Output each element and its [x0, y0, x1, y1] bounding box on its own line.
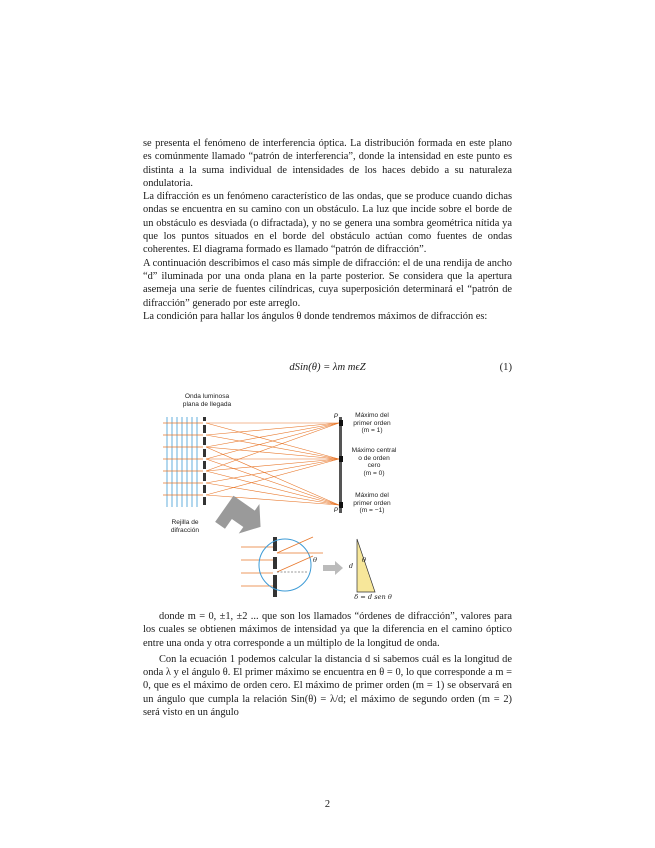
inset-incoming-rays — [241, 547, 273, 586]
body-text-top — [143, 137, 512, 323]
label-theta-triangle: θ — [362, 556, 366, 564]
paragraph-interference: se presenta el fenómeno de interferencia óptica. La distribución formada en este plano es comúnmente llamado “patrón de interferencia”, donde la intensidad en este punto es distinta a la suma individual de intensidades de los haces debido a su naturaleza ondulatoria. — [143, 138, 512, 189]
paragraph-condition: La condición para hallar los ángulos θ donde tendremos máximos de difracción es: — [143, 310, 488, 322]
label-path-difference: δ = d sen θ — [354, 593, 392, 601]
equation-1 — [143, 362, 512, 378]
inset-arrow — [323, 561, 343, 575]
diffracted-rays — [206, 423, 339, 505]
label-point-p-top: P — [333, 413, 339, 420]
body-text-bottom — [143, 610, 512, 719]
page-number: 2 — [324, 799, 331, 810]
inset-circle — [259, 539, 311, 591]
equation-body: dSin(θ) = λm mϵZ — [289, 362, 366, 373]
label-max-central: Máximo central o de orden cero (m = 0) — [351, 447, 397, 477]
label-incoming-wave: Onda luminosa plana de llegada — [182, 393, 232, 408]
grating — [203, 417, 206, 505]
screen — [339, 417, 342, 513]
paragraph-equation-use: Con la ecuación 1 podemos calcular la distancia d si sabemos cuál es la longitud de onda λ y el ángulo θ. El primer máximo se encuentra en θ = 0, lo que corresponde a m = 0, que es el máximo de orden cero. El máximo de primer orden (m = 1) se observará en un ángulo que cumpla la relación Sin(θ) = λ/d; el máximo de segundo orden (m = 2) será visto en un ángulo — [143, 653, 512, 719]
label-d-triangle: d — [348, 562, 354, 570]
diffraction-figure — [163, 387, 423, 605]
label-point-p-bottom: P — [333, 507, 339, 514]
label-max-first-bottom: Máximo del primer orden (m = −1) — [353, 492, 391, 515]
paragraph-orders: donde m = 0, ±1, ±2 ... que son los llamados “órdenes de difracción”, valores para los cuales se obtienen máximos de intensidad ya que la diferencia en el camino óptico entre una onda y otra corresponde a un múltiplo de la longitud de onda. — [143, 611, 512, 649]
label-max-first-top: Máximo del primer orden (m = 1) — [353, 412, 391, 435]
paragraph-slit-description: A continuación describimos el caso más simple de difracción: el de una rendija de ancho “d” iluminada por una onda plana en la parte posterior. Se considera que la apertura asemeja una serie de fuentes cilíndricas, cuya superposición determinará el “patrón de difracción” generado por este arreglo. — [143, 257, 512, 309]
equation-number: (1) — [499, 362, 512, 373]
inset-diffracted-rays — [277, 537, 323, 572]
path-difference-triangle — [357, 539, 375, 592]
wavefront-lines — [167, 417, 197, 507]
label-theta-inset: θ — [313, 556, 317, 564]
paragraph-diffraction-definition: La difracción es un fenómeno característico de las ondas, que se produce cuando dichas ondas se encuentra en su camino con un obstáculo. La luz que incide sobre el borde de un obstáculo es desviada (o difractada), y no se genera una sombra geométrica nítida ya que los puntos situados en el borde del obstáculo actúan como fuentes de ondas coherentes. El diagrama formado es llamado “patrón de difracción”. — [143, 191, 512, 256]
label-grating: Rejilla de difracción — [170, 519, 200, 534]
